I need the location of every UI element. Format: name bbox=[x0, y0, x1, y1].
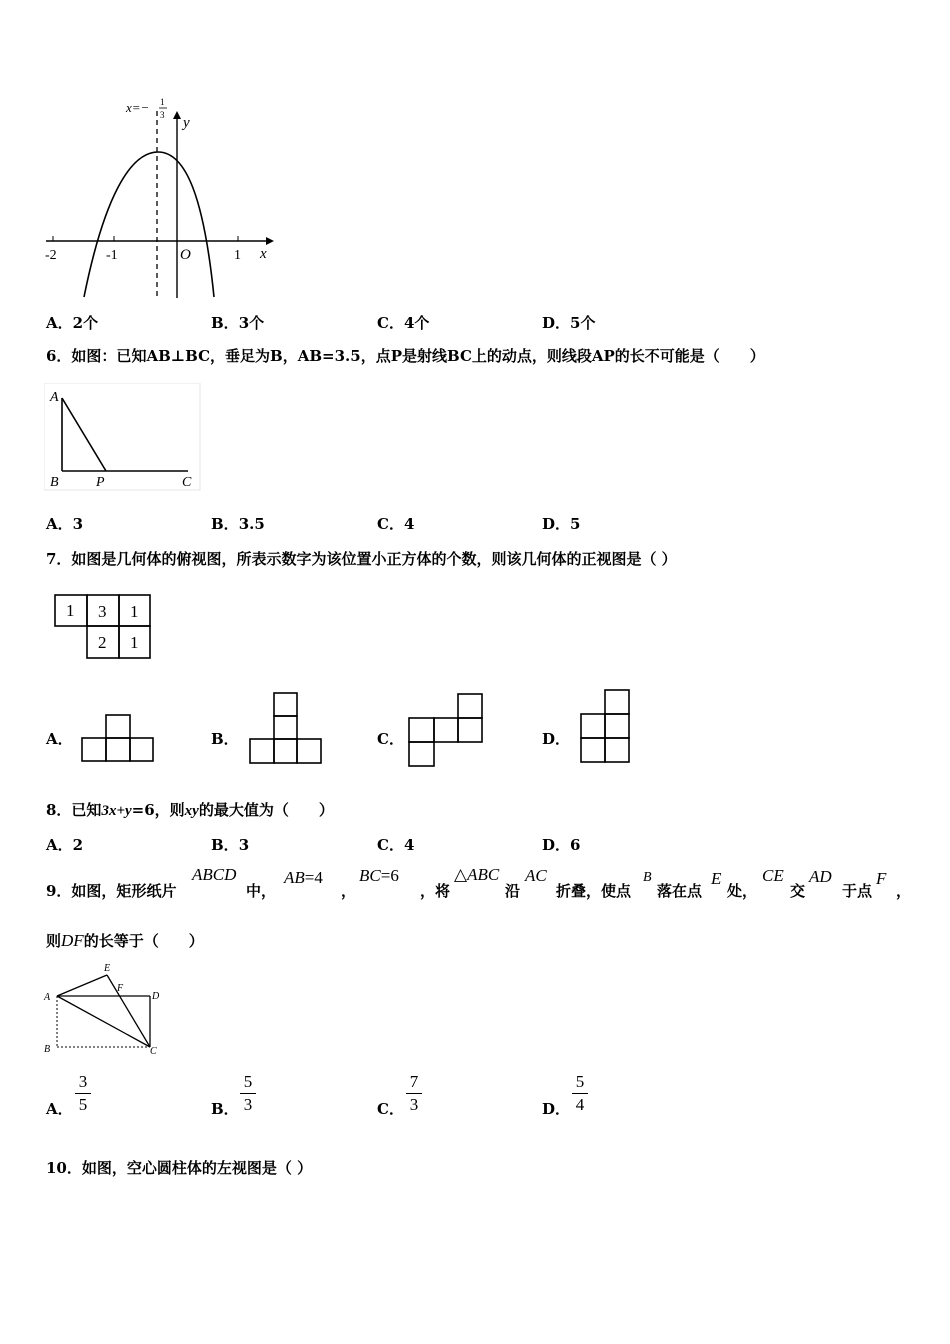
option-d[interactable]: D．5 bbox=[542, 515, 581, 533]
option-d-fraction: 5 4 bbox=[572, 1072, 588, 1115]
option-b-fraction: 5 3 bbox=[240, 1072, 256, 1115]
point-a-label: A bbox=[44, 992, 51, 1003]
question-10-text: 10．如图，空心圆柱体的左视图是（ ） bbox=[46, 1159, 313, 1177]
math-ce: CE bbox=[762, 866, 784, 885]
option-d[interactable]: D． bbox=[542, 730, 571, 748]
option-b[interactable]: B． bbox=[211, 1100, 239, 1118]
math-ac: AC bbox=[525, 866, 547, 885]
math-f: F bbox=[876, 869, 887, 888]
axis-line-num: 1 bbox=[160, 97, 165, 107]
question-9-line2: 则DF的长等于（ ） bbox=[46, 931, 204, 950]
point-c-label: C bbox=[150, 1046, 157, 1057]
axis-line-label: x=− bbox=[126, 100, 150, 115]
point-c-label: C bbox=[182, 475, 192, 490]
point-b-label: B bbox=[50, 475, 59, 490]
option-a[interactable]: A． bbox=[46, 730, 73, 748]
question-9-text: 9．如图，矩形纸片 bbox=[46, 882, 177, 900]
option-c[interactable]: C．4 bbox=[377, 515, 415, 533]
parabola-graph bbox=[40, 95, 280, 305]
option-c-fraction: 7 3 bbox=[406, 1072, 422, 1115]
point-p-label: P bbox=[96, 475, 105, 490]
option-a-front-view[interactable] bbox=[80, 712, 156, 764]
question-6-text: 6．如图：已知AB⊥BC，垂足为B，AB=3.5，点P是射线BC上的动点，则线段AP的长不可能是（ ） bbox=[46, 347, 765, 365]
math-ab: AB=4 bbox=[284, 868, 323, 887]
grid-cell-value: 1 bbox=[130, 602, 139, 621]
grid-cell-value: 1 bbox=[66, 601, 75, 620]
tick-label: 1 bbox=[234, 248, 241, 263]
top-view-grid bbox=[50, 592, 156, 664]
option-c[interactable]: C． bbox=[377, 730, 404, 748]
option-b[interactable]: B．3 bbox=[211, 836, 250, 854]
point-f-label: F bbox=[117, 983, 124, 994]
x-axis-label: x bbox=[260, 246, 267, 262]
option-d[interactable]: D．6 bbox=[542, 836, 581, 854]
option-c-front-view[interactable] bbox=[407, 691, 485, 768]
option-a[interactable]: A． bbox=[46, 1100, 73, 1118]
option-b[interactable]: B．3.5 bbox=[211, 515, 265, 533]
option-a[interactable]: A．3 bbox=[46, 515, 84, 533]
option-c[interactable]: C． bbox=[377, 1100, 404, 1118]
option-d[interactable]: D．5个 bbox=[542, 314, 596, 332]
grid-cell-value: 2 bbox=[98, 633, 107, 652]
math-triangle-abc: △ABC bbox=[454, 865, 500, 884]
option-b-front-view[interactable] bbox=[248, 690, 324, 766]
option-a-fraction: 3 5 bbox=[75, 1072, 91, 1115]
math-e: E bbox=[711, 869, 722, 888]
math-abcd: ABCD bbox=[192, 865, 237, 884]
option-d[interactable]: D． bbox=[542, 1100, 571, 1118]
option-c[interactable]: C．4个 bbox=[377, 314, 430, 332]
math-ad: AD bbox=[809, 867, 832, 886]
point-d-label: D bbox=[152, 991, 160, 1002]
option-c[interactable]: C．4 bbox=[377, 836, 415, 854]
tick-label: -1 bbox=[106, 248, 118, 263]
y-axis-label: y bbox=[183, 115, 190, 131]
option-a[interactable]: A．2 bbox=[46, 836, 84, 854]
option-a[interactable]: A．2个 bbox=[46, 314, 99, 332]
rectangle-fold-figure bbox=[40, 958, 170, 1060]
math-bc: BC=6 bbox=[359, 866, 399, 885]
origin-label: O bbox=[180, 247, 191, 263]
point-a-label: A bbox=[50, 390, 59, 405]
option-d-front-view[interactable] bbox=[578, 688, 632, 766]
option-b[interactable]: B．3个 bbox=[211, 314, 265, 332]
option-b[interactable]: B． bbox=[211, 730, 239, 748]
point-e-label: E bbox=[104, 963, 111, 974]
math-b: B bbox=[643, 870, 652, 885]
point-b-label: B bbox=[44, 1044, 51, 1055]
grid-cell-value: 3 bbox=[98, 602, 107, 621]
question-8-text: 8．已知3x+y=6，则xy的最大值为（ ） bbox=[46, 801, 334, 819]
tick-label: -2 bbox=[45, 248, 57, 263]
question-7-text: 7．如图是几何体的俯视图，所表示数字为该位置小正方体的个数，则该几何体的正视图是（ ） bbox=[46, 550, 677, 568]
grid-cell-value: 1 bbox=[130, 633, 139, 652]
axis-line-den: 3 bbox=[160, 110, 165, 120]
right-triangle-figure bbox=[44, 383, 204, 493]
